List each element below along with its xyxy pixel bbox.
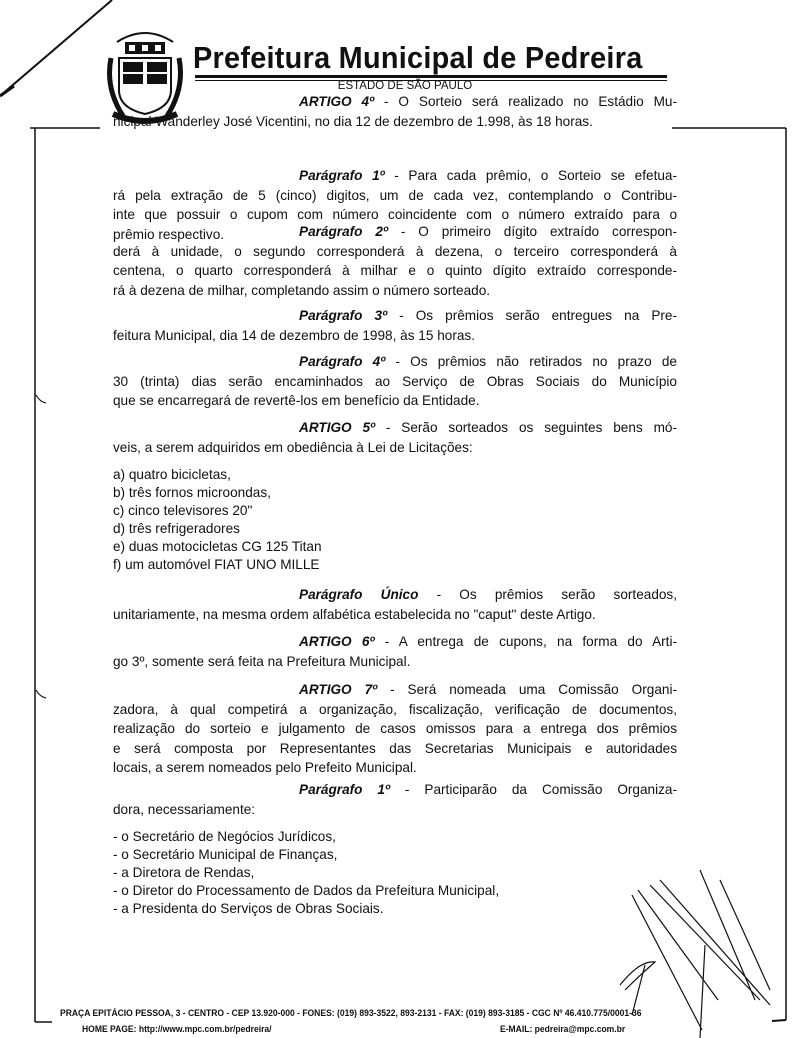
paragraph bbox=[113, 780, 677, 819]
paragraph-text: - Os prêmios não retirados no prazo de bbox=[385, 354, 677, 369]
paragraph-text: - Os prêmios serão entregues na Pre- bbox=[387, 308, 678, 323]
paragraph-text: 30 (trinta) dias serão encaminhados ao Serviço de Obras Sociais do Município bbox=[113, 373, 677, 389]
list-item: a) quatro bicicletas, bbox=[113, 467, 231, 482]
paragraph-label: Parágrafo 2º bbox=[299, 224, 388, 239]
footer-email: E-MAIL: pedreira@mpc.com.br bbox=[500, 1024, 626, 1035]
fold-line bbox=[0, 0, 112, 96]
paragraph-text: go 3º, somente será feita na Prefeitura Municipal. bbox=[113, 653, 411, 669]
paragraph-text: inte que possuir o cupom com número coincidente com o número extraído para o bbox=[113, 207, 677, 222]
paragraph-text: zadora, à qual competirá a organização, fiscalização, verificação de documentos, bbox=[113, 701, 677, 717]
paragraph-text: unitariamente, na mesma ordem alfabética estabelecida no "caput" deste Artigo. bbox=[113, 606, 596, 622]
paragraph-text: feitura Municipal, dia 14 de dezembro de 1998, às 15 horas. bbox=[113, 327, 475, 343]
paragraph-text: rá à dezena de milhar, completando assim o número sorteado. bbox=[113, 282, 491, 298]
list-item: e) duas motocicletas CG 125 Titan bbox=[113, 539, 322, 554]
paragraph-text: dora, necessariamente: bbox=[113, 801, 256, 817]
title-underline bbox=[195, 75, 667, 78]
list-item: f) um automóvel FIAT UNO MILLE bbox=[113, 557, 320, 572]
footer-homepage: HOME PAGE: http://www.mpc.com.br/pedreira/ bbox=[82, 1024, 272, 1035]
list-item: - o Secretário de Negócios Jurídicos, bbox=[113, 829, 336, 844]
paragraph-label: ARTIGO 5º bbox=[299, 420, 376, 435]
list-item: - a Diretora de Rendas, bbox=[113, 865, 255, 880]
paragraph bbox=[113, 585, 677, 624]
paragraph-label: Parágrafo 1º bbox=[299, 782, 390, 797]
paragraph-text: - Serão sorteados os seguintes bens mó- bbox=[375, 420, 678, 435]
paragraph bbox=[113, 222, 677, 300]
paragraph bbox=[113, 680, 677, 778]
list-item: c) cinco televisores 20" bbox=[113, 503, 253, 518]
paragraph-label: ARTIGO 4º bbox=[299, 94, 375, 109]
signature bbox=[620, 870, 770, 1038]
list-item: b) três fornos microondas, bbox=[113, 485, 271, 500]
paragraph-text: - Será nomeada uma Comissão Organi- bbox=[377, 682, 678, 697]
list-item: - o Secretário Municipal de Finanças, bbox=[113, 847, 338, 862]
paragraph-text: nicipal Wanderley José Vicentini, no dia 12 de dezembro de 1.998, às 18 horas. bbox=[113, 113, 593, 129]
paragraph-text: - Participarão da Comissão Organiza- bbox=[389, 782, 678, 797]
paragraph-text: - O Sorteio será realizado no Estádio Mu- bbox=[374, 94, 677, 109]
paragraph-text: - A entrega de cupons, na forma do Arti- bbox=[374, 634, 677, 649]
paragraph-text: prêmio respectivo. bbox=[113, 226, 225, 242]
paragraph-text: locais, a serem nomeados pelo Prefeito Municipal. bbox=[113, 760, 417, 775]
paragraph bbox=[113, 418, 677, 457]
paragraph-text: veis, a serem adquiridos em obediência à Lei de Licitações: bbox=[113, 439, 473, 455]
state-subtitle: ESTADO DE SÃO PAULO bbox=[337, 80, 473, 92]
list-item: d) três refrigeradores bbox=[113, 521, 240, 536]
paragraph-label: Parágrafo Único bbox=[299, 587, 419, 602]
paragraph-label: ARTIGO 6º bbox=[299, 634, 375, 649]
paragraph-label: Parágrafo 1º bbox=[299, 168, 385, 183]
paragraph-text: - Os prêmios serão sorteados, bbox=[418, 587, 678, 602]
footer-address: PRAÇA EPITÁCIO PESSOA, 3 - CENTRO - CEP 13.920-000 - FONES: (019) 893-3522, 893-2131 - FAX: (019) 893-3185 - CGC Nº 46.410.775/0001-36 bbox=[60, 1008, 642, 1019]
paragraph-text: centena, o quarto corresponderá à milhar e o quinto dígito extraído corresponde- bbox=[113, 263, 677, 278]
paragraph-label: Parágrafo 4º bbox=[299, 354, 386, 369]
paragraph-text: - Para cada prêmio, o Sorteio se efetua- bbox=[384, 168, 678, 183]
paragraph-text: rá pela extração de 5 (cinco) digitos, um de cada vez, contemplando o Contribu- bbox=[113, 187, 677, 203]
paragraph bbox=[113, 352, 677, 411]
paragraph-text: e será composta por Representantes das Secretarias Municipais e autoridades bbox=[113, 740, 677, 756]
page-title: Prefeitura Municipal de Pedreira bbox=[193, 40, 643, 75]
prize-list bbox=[113, 466, 322, 574]
paragraph-label: ARTIGO 7º bbox=[299, 682, 378, 697]
paragraph-label: Parágrafo 3º bbox=[299, 308, 388, 323]
paragraph bbox=[113, 632, 677, 671]
paragraph-text: realização do sorteio e julgamento de casos omissos para a entrega dos prêmios bbox=[113, 721, 677, 736]
paragraph-text: que se encarregará de revertê-los em benefício da Entidade. bbox=[113, 393, 480, 408]
list-item: - o Diretor do Processamento de Dados da Prefeitura Municipal, bbox=[113, 883, 500, 898]
list-item: - a Presidenta do Serviços de Obras Sociais. bbox=[113, 901, 384, 916]
commission-list bbox=[113, 828, 499, 918]
paragraph bbox=[113, 306, 677, 345]
paragraph-text: derá à unidade, o segundo corresponderá à dezena, o terceiro corresponderá à bbox=[113, 243, 677, 259]
paragraph bbox=[113, 92, 677, 131]
paragraph-text: - O primeiro dígito extraído correspon- bbox=[387, 224, 677, 239]
